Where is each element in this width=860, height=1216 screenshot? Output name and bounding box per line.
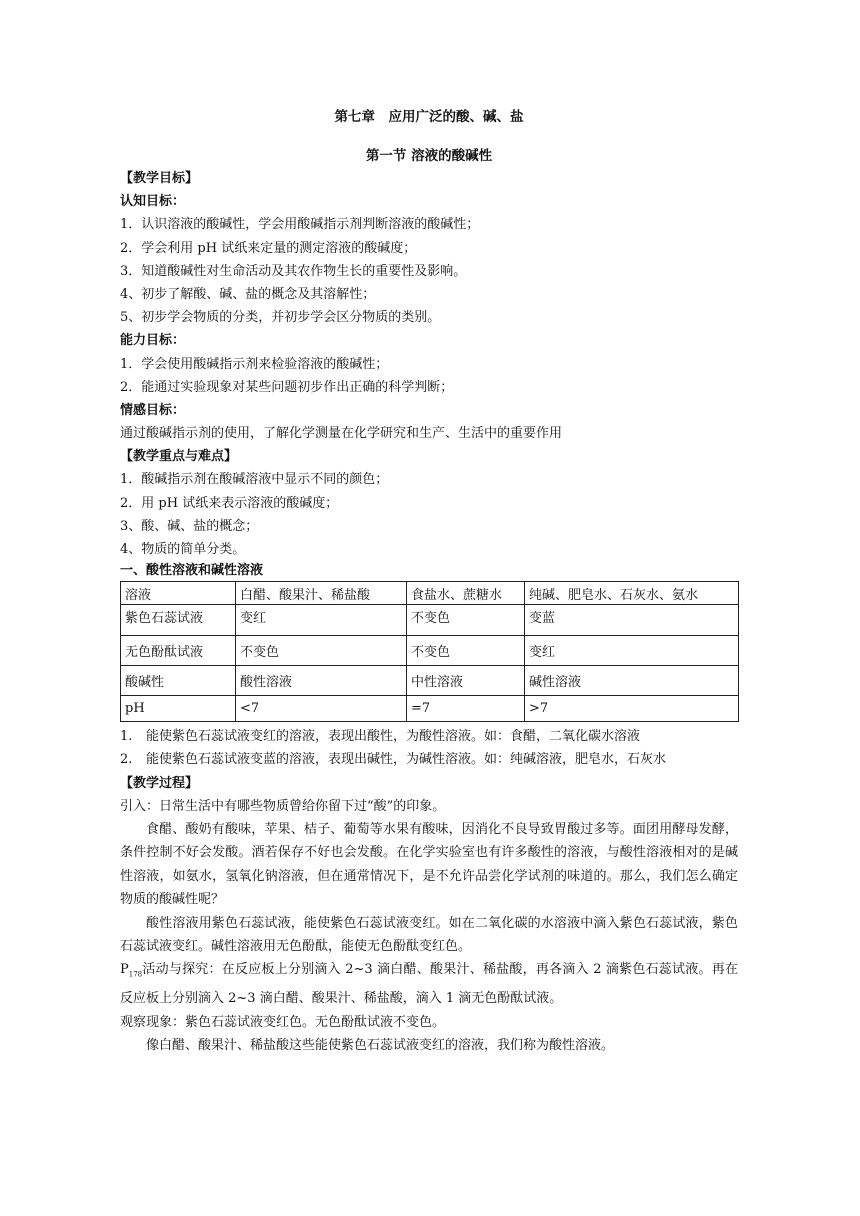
table-cell: 白醋、酸果汁、稀盐酸 [236, 582, 407, 605]
note-number: 1. [120, 729, 133, 745]
chapter-title: 第七章 应用广泛的酸、碱、盐 [334, 109, 524, 125]
conclusion-text: 像白醋、酸果汁、稀盐酸这些能使紫色石蕊试液变红的溶液，我们称为酸性溶液。 [146, 1037, 615, 1053]
key-point-item: 3、酸、碱、盐的概念； [120, 518, 259, 534]
process-paragraph: 食醋、酸奶有酸味，苹果、桔子、葡萄等水果有酸味，因消化不良导致胃酸过多等。面团用酵母发酵，条件控制不好会发酸。酒若保存不好也会发酸。在化学实验室也有许多酸性的溶液，与酸性溶液相对的是碱性溶液，如氨水，氢氧化钠溶液，但在通常情况下，是不允许品尝化学试剂的味道的。那么，我们怎么确定物质的酸碱性呢？ [120, 821, 738, 908]
table-cell: <7 [236, 696, 407, 722]
document-page [120, 100, 738, 1057]
table-cell: 纯碱、肥皂水、石灰水、氨水 [525, 582, 739, 605]
table-cell: >7 [525, 696, 739, 722]
cognitive-goal-item: 4、初步了解酸、碱、盐的概念及其溶解性； [120, 286, 376, 302]
process-paragraph: 酸性溶液用紫色石蕊试液，能使紫色石蕊试液变红。如在二氧化碳的水溶液中滴入紫色石蕊试液，紫色石蕊试液变红。碱性溶液用无色酚酞，能使无色酚酞变红色。 [120, 915, 738, 954]
note-text: 能使紫色石蕊试液变蓝的溶液，表现出碱性，为碱性溶液。如：纯碱溶液，肥皂水，石灰水 [146, 752, 667, 768]
cognitive-goal-item: 3．知道酸碱性对生命活动及其农作物生长的重要性及影响。 [120, 263, 467, 279]
table-cell: 酸碱性 [121, 666, 236, 696]
acid-base-table [120, 581, 739, 722]
table-row [121, 636, 739, 666]
table-cell: 酸性溶液 [236, 666, 407, 696]
key-point-item: 1．酸碱指示剂在酸碱溶液中显示不同的颜色； [120, 472, 389, 488]
table-row [121, 666, 739, 696]
observation-text: 观察现象：紫色石蕊试液变红色。无色酚酞试液不变色。 [120, 1014, 446, 1030]
table-notes [120, 725, 738, 771]
cognitive-goals-heading: 认知目标： [120, 194, 186, 210]
part-one-heading: 一、酸性溶液和碱性溶液 [120, 563, 264, 579]
key-point-item: 4、物质的简单分类。 [120, 542, 246, 557]
cognitive-goal-item: 5、初步学会物质的分类，并初步学会区分物质的类别。 [120, 310, 441, 326]
cognitive-goal-item: 1．认识溶液的酸碱性，学会用酸碱指示剂判断溶液的酸碱性； [120, 217, 480, 233]
table-cell: 紫色石蕊试液 [121, 605, 236, 636]
process-intro: 引入：日常生活中有哪些物质曾给你留下过“酸”的印象。 [120, 798, 446, 814]
ability-goal-item: 1．学会使用酸碱指示剂来检验溶液的酸碱性； [120, 356, 389, 372]
activity-paragraph [120, 958, 738, 1010]
key-points-heading: 【教学重点与难点】 [120, 449, 238, 465]
ability-goals-heading: 能力目标： [120, 333, 186, 349]
table-note [120, 748, 738, 771]
cognitive-goal-item: 2．学会利用 pH 试纸来定量的测定溶液的酸碱度； [120, 240, 417, 256]
key-point-item: 2．用 pH 试纸来表示溶液的酸碱度； [120, 495, 339, 511]
section-title: 第一节 溶液的酸碱性 [365, 148, 493, 164]
table-cell: 食盐水、蔗糖水 [407, 582, 525, 605]
table-cell: 变红 [236, 605, 407, 636]
table-cell: 碱性溶液 [525, 666, 739, 696]
note-text: 能使紫色石蕊试液变红的溶液，表现出酸性，为酸性溶液。如：食醋，二氧化碳水溶液 [146, 729, 641, 745]
table-cell: 不变色 [236, 636, 407, 666]
emotion-goals-heading: 情感目标： [120, 402, 186, 418]
emotion-goal-text: 通过酸碱指示剂的使用，了解化学测量在化学研究和生产、生活中的重要作用 [120, 426, 563, 442]
process-heading: 【教学过程】 [120, 775, 199, 791]
table-cell: 不变色 [407, 605, 525, 636]
table-cell: 变蓝 [525, 605, 739, 636]
table-cell: 不变色 [407, 636, 525, 666]
table-row [121, 696, 739, 722]
note-number: 2. [120, 752, 133, 768]
table-cell: 变红 [525, 636, 739, 666]
table-note [120, 725, 738, 748]
table-cell: 无色酚酞试液 [121, 636, 236, 666]
activity-page-ref: P [120, 962, 129, 978]
teaching-goals-heading: 【教学目标】 [120, 171, 199, 186]
activity-text: 活动与探究：在反应板上分别滴入 2~3 滴白醋、酸果汁、稀盐酸，再各滴入 2 滴紫色石蕊试液。再在反应板上分别滴入 2~3 滴白醋、酸果汁、稀盐酸，滴入 1 滴无色酚酞试液。 [120, 962, 738, 1007]
table-cell: pH [121, 696, 236, 722]
table-cell: 中性溶液 [407, 666, 525, 696]
activity-page-number: 178 [128, 970, 143, 979]
table-cell: 溶液 [121, 582, 236, 605]
table-row [121, 605, 739, 636]
table-cell: =7 [407, 696, 525, 722]
ability-goal-item: 2．能通过实验现象对某些问题初步作出正确的科学判断； [120, 379, 454, 395]
table-row [121, 582, 739, 605]
